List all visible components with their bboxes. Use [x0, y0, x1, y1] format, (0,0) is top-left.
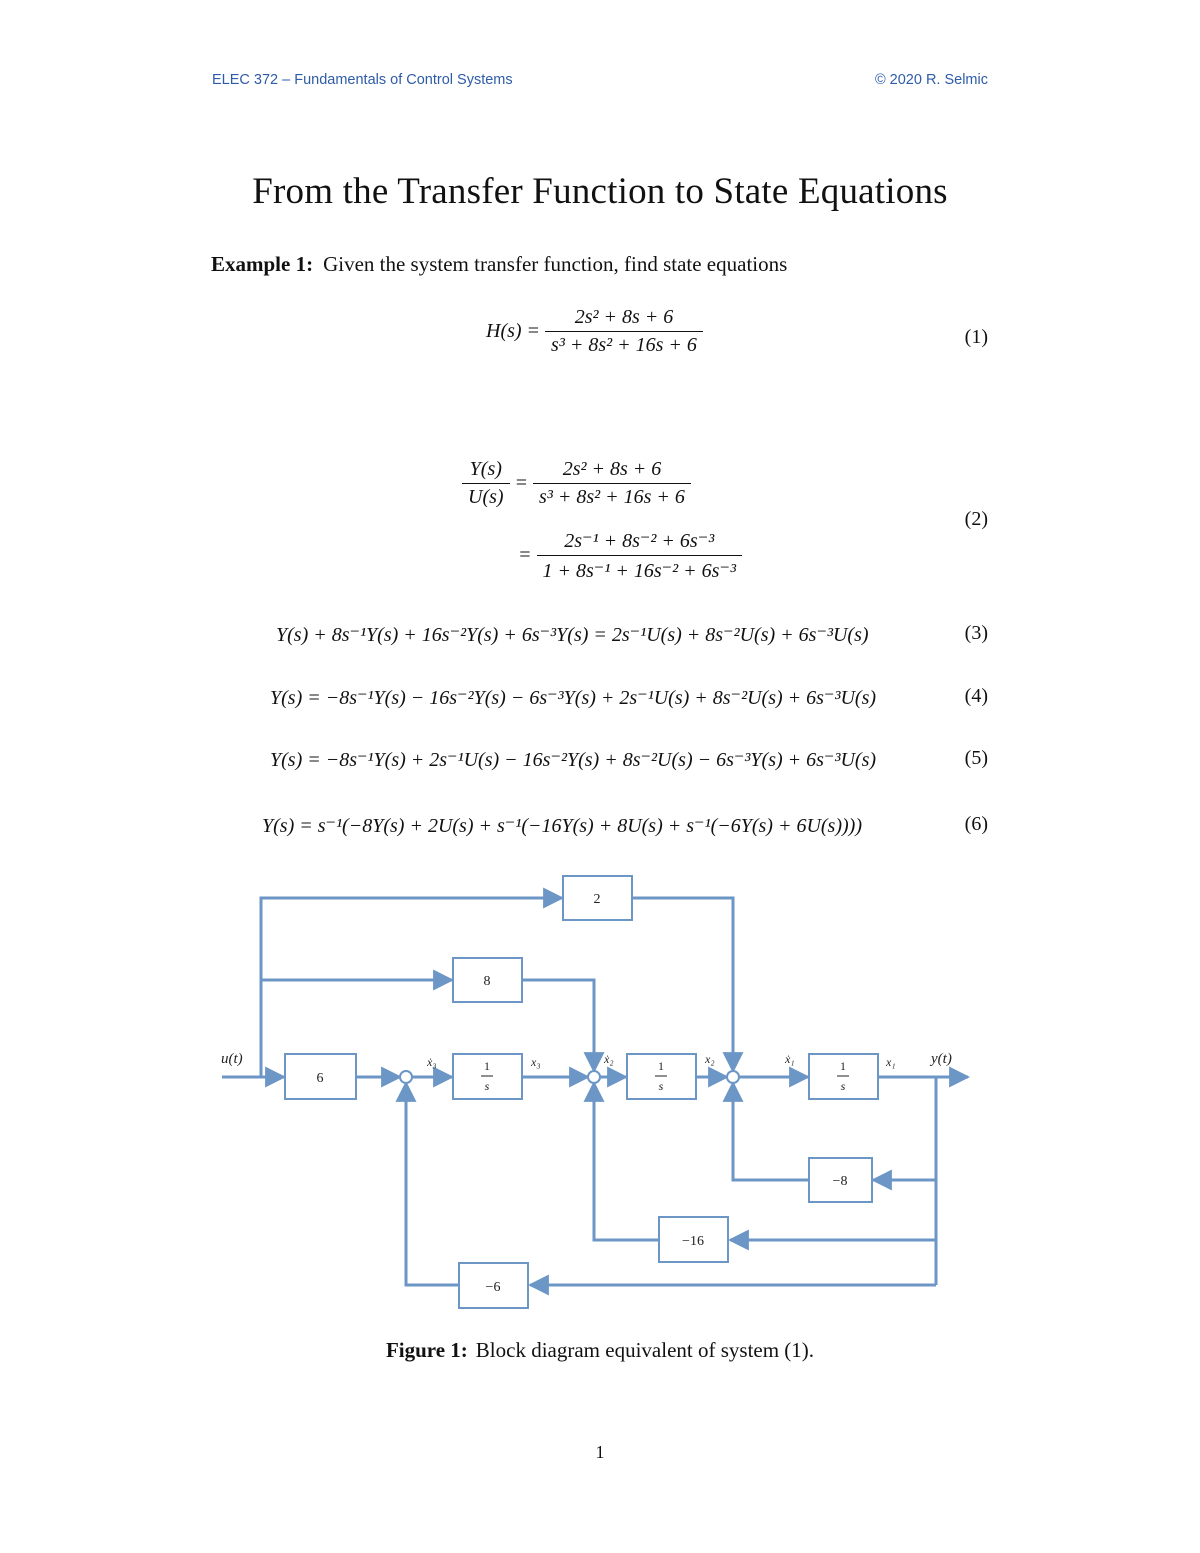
equation-6: Y(s) = s⁻¹(−8Y(s) + 2U(s) + s⁻¹(−16Y(s) + 8U(s) + s⁻¹(−6Y(s) + 6U(s)))) — [262, 815, 862, 837]
eq1-fraction — [545, 306, 703, 357]
int1-num: 1 — [840, 1059, 846, 1073]
gain-8-to-sum3 — [733, 1083, 808, 1180]
eq6-number: (6) — [964, 813, 988, 835]
eq1-denominator: s³ + 8s² + 16s + 6 — [545, 331, 703, 357]
example-text: Given the system transfer function, find state equations — [323, 252, 788, 276]
eq2-lhs-fraction — [462, 458, 510, 509]
gain-6-label: 6 — [316, 1071, 324, 1086]
caption-label: Figure 1: — [385, 1338, 468, 1362]
sum-junction-3 — [727, 1071, 739, 1083]
gain-6-to-sum1 — [406, 1083, 458, 1285]
eq1-lhs: H(s) = — [486, 320, 541, 342]
equation-4: Y(s) = −8s⁻¹Y(s) − 16s⁻²Y(s) − 6s⁻³Y(s) + 2s⁻¹U(s) + 8s⁻²U(s) + 6s⁻³U(s) — [270, 687, 877, 709]
figure-caption — [0, 1338, 1200, 1363]
eq2-num-2: 2s⁻¹ + 8s⁻² + 6s⁻³ — [564, 530, 715, 552]
gain-2-label: 2 — [593, 892, 601, 907]
example-label: Example 1: — [211, 252, 314, 276]
eq2-fraction-2 — [537, 528, 743, 583]
caption-text: Block diagram equivalent of system (1). — [475, 1338, 815, 1362]
fb-16-label: −16 — [682, 1234, 704, 1249]
header-course-title: ELEC 372 – Fundamentals of Control Systems — [212, 72, 513, 88]
fb-6-label: −6 — [485, 1280, 501, 1295]
gain-16-to-sum2 — [594, 1083, 658, 1240]
x2dot-label: ẋ₂ — [604, 1052, 614, 1066]
int2-num: 1 — [658, 1059, 664, 1073]
page-title: From the Transfer Function to State Equations — [252, 171, 948, 212]
int2-den: s — [658, 1079, 664, 1093]
eq2-number: (2) — [964, 508, 988, 530]
output-label: y(t) — [931, 1051, 952, 1067]
equation-5: Y(s) = −8s⁻¹Y(s) + 2s⁻¹U(s) − 16s⁻²Y(s) + 8s⁻²U(s) − 6s⁻³Y(s) + 6s⁻³U(s) — [270, 749, 877, 771]
fb-8-label: −8 — [832, 1174, 848, 1189]
equation-3: Y(s) + 8s⁻¹Y(s) + 16s⁻²Y(s) + 6s⁻³Y(s) = 2s⁻¹U(s) + 8s⁻²U(s) + 6s⁻³U(s) — [276, 624, 869, 646]
x1dot-label: ẋ₁ — [785, 1052, 795, 1066]
block-diagram — [0, 860, 1200, 1320]
x3-label: x₃ — [531, 1055, 541, 1069]
eq2-num-1: 2s² + 8s + 6 — [562, 458, 662, 480]
page-number: 1 — [595, 1442, 605, 1462]
x2-label: x₂ — [705, 1052, 715, 1066]
eq2-fraction-1 — [533, 458, 691, 509]
sum-junction-1 — [400, 1071, 412, 1083]
sum-junction-2 — [588, 1071, 600, 1083]
eq2-lhs-num: Y(s) — [469, 458, 502, 480]
gain-8-label: 8 — [483, 974, 491, 989]
example-statement — [211, 252, 787, 277]
eq1-numerator: 2s² + 8s + 6 — [574, 306, 674, 328]
int1-den: s — [840, 1079, 846, 1093]
int3-den: s — [484, 1079, 490, 1093]
x1-label: x₁ — [886, 1055, 896, 1069]
eq2-den-2: 1 + 8s⁻¹ + 16s⁻² + 6s⁻³ — [537, 555, 743, 583]
equation-2b: = $\frac{\text{2s⁻¹ + 8s⁻² + 6s⁻³}}{\text{1 + 8s⁻¹ + 16s⁻² + 6s⁻³}}$ — [518, 528, 742, 583]
eq2-lhs-den: U(s) — [462, 483, 510, 509]
x3dot-label: ẋ₃ — [427, 1055, 437, 1069]
gain2-to-sum3 — [632, 898, 733, 1071]
eq1-number: (1) — [964, 326, 988, 348]
int3-num: 1 — [484, 1059, 490, 1073]
eq4-number: (4) — [964, 685, 988, 707]
input-label: u(t) — [221, 1051, 243, 1067]
eq3-number: (3) — [964, 622, 988, 644]
header-copyright: © 2020 R. Selmic — [874, 72, 988, 88]
eq5-number: (5) — [964, 747, 988, 769]
eq2-den-1: s³ + 8s² + 16s + 6 — [533, 483, 691, 509]
equation-1 — [486, 306, 703, 357]
equation-2a: $\frac{Y(s)}{U(s)}$ = $\frac{\text{2s² + 8s + 6}}{\text{s³ + 8s² + 16s + 6}}$ — [462, 458, 691, 509]
